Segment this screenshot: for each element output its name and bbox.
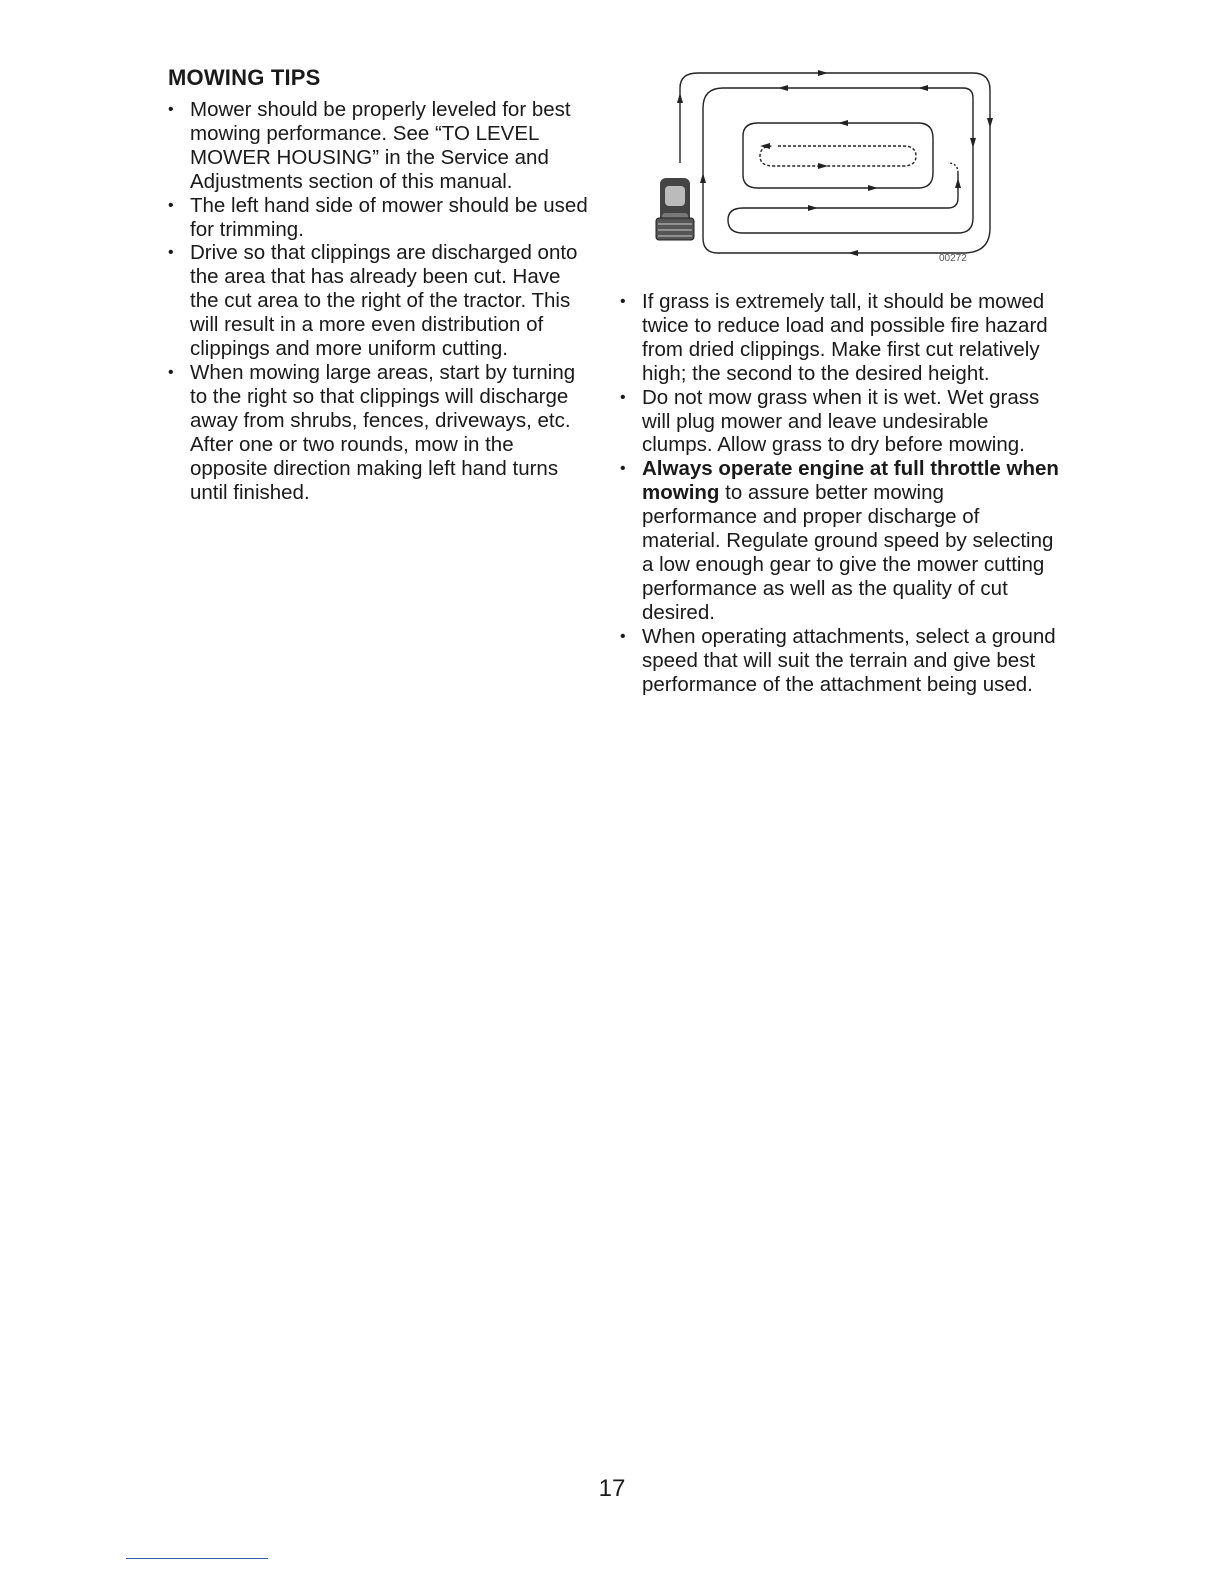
tip-trimming: • The left hand side of mower should be used for trimming. <box>168 194 593 242</box>
tip-full-throttle-text: to assure better mowing performance and proper discharge of material. Regulate ground speed by selecting a low enough gear to give the mower cutting performance as well as the quality of cut desired. <box>642 481 1054 624</box>
tip-leveling: • Mower should be properly leveled for best mowing performance. See “TO LEVEL MOWER HOUSING” in the Service and Adjustments section of this manual. <box>168 98 593 194</box>
tip-wet-grass: • Do not mow grass when it is wet. Wet grass will plug mower and leave undesirable clumps. Allow grass to dry before mowing. <box>620 386 1060 458</box>
tip-attachments: • When operating attachments, select a ground speed that will suit the terrain and give best performance of the attachment being used. <box>620 625 1060 697</box>
figure-number: 00272 <box>939 253 967 264</box>
tip-tall-grass: • If grass is extremely tall, it should be mowed twice to reduce load and possible fire hazard from dried clippings. Make first cut relatively high; the second to the desired height. <box>620 290 1060 386</box>
left-column <box>168 64 593 504</box>
mowing-pattern-figure <box>648 68 998 273</box>
tip-discharge: • Drive so that clippings are discharged onto the area that has already been cut. Have the cut area to the right of the tractor. This will result in a more even distribution of clippings and more uniform cutting. <box>168 241 593 361</box>
footer-rule <box>126 1558 268 1559</box>
tractor-icon <box>656 178 694 240</box>
section-title: MOWING TIPS <box>168 65 321 90</box>
right-tips-list <box>620 290 1060 696</box>
tip-large-areas: • When mowing large areas, start by turning to the right so that clippings will discharge away from shrubs, fences, driveways, etc. After one or two rounds, mow in the opposite direction making left hand turns until finished. <box>168 361 593 504</box>
page-number: 17 <box>598 1475 626 1502</box>
right-column <box>620 290 1060 696</box>
left-tips-list <box>168 98 593 504</box>
tip-full-throttle <box>620 457 1060 624</box>
tip-full-throttle-bold: Always operate engine at full throttle when mowing <box>642 457 1059 505</box>
mowing-pattern-diagram-icon <box>648 68 998 273</box>
